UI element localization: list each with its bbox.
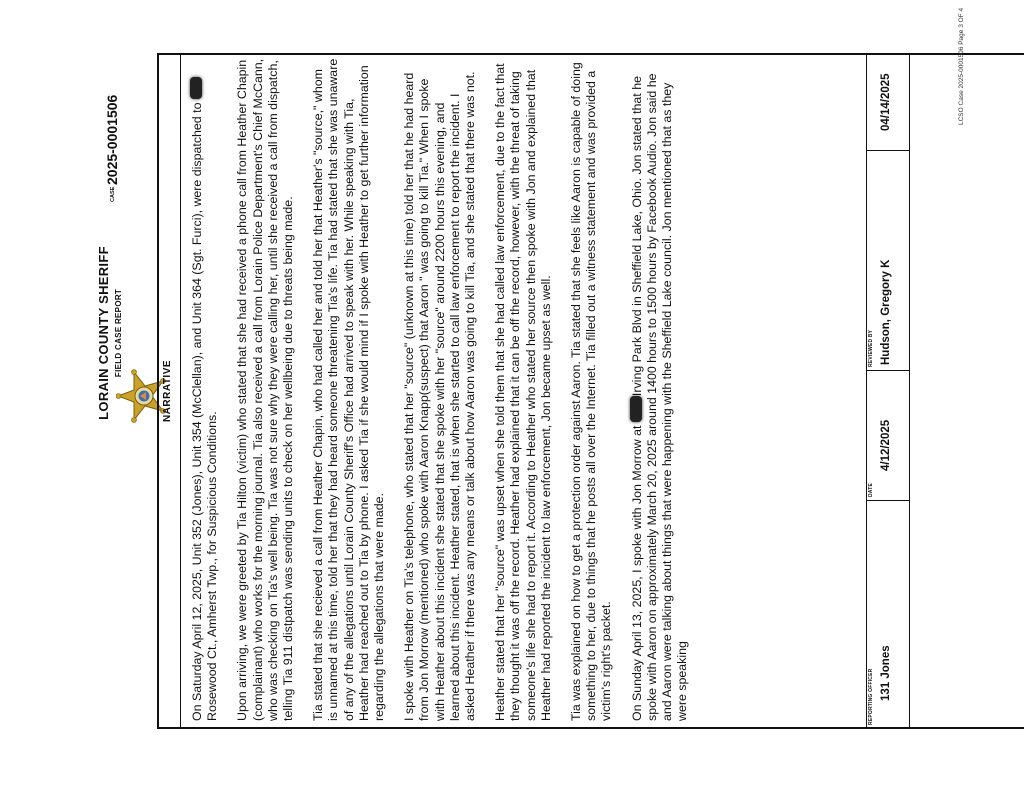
footer-separator [866,370,909,371]
narrative-body [190,58,690,721]
narrative-paragraph: Tia was explained on how to get a protection order against Aaron. Tia stated that she feels like Aaron is capable of doing something to her, due to things that he posts all over the Internet. Tia filled out a witness statement and was provided a victim's right's packet. [569,62,614,721]
date-label: DATE [868,482,874,497]
footer-separator [866,150,909,151]
narrative-paragraph: Tia stated that she recieved a call from Heather Chapin, who had called her and told her that Heather's "source," whom is unnamed at this time, told her that they had heard someone threatening Tia's life. Tia had stated that she was unaware of any of the allegations until Lorain County Sheriff's Office had arrived to speak with her. While speaking with Tia, Heather had reached out to Tia by phone. I asked Tia if she would mind if I spoke with Heather to get further information regarding the allegations that were made. [311,58,387,721]
narrative-paragraph: Upon arriving, we were greeted by Tia Hilton (victim) who stated that she had received a phone call from Heather Chapin (complainant) who works for the morning journal. Tia also received a call from Lorain Police Department's Chief McCann, who was checking on Tia's well being. Tia was not sure why they were calling her, until she received a call from dispatch, telling Tia 911 distpatch was sending units to check on her wellbeing due to threats being made. [235,58,296,721]
review-date: 04/14/2025 [880,73,892,131]
paragraph-text: Rosewood Ct., Amherst Twp., for Suspicious Conditions. [205,411,220,721]
redaction-block [190,77,202,99]
narrative-paragraph: I spoke with Heather on Tia's telephone, who stated that her "source" (unknown at this time) told her that he had heard from Jon Morrow (mentioned) who spoke with Aaron Knapp(suspect) that Aaron " was going to kill Tia." When I spoke with Heather about this incident she stated that she spoke with her "source" around 2200 hours this evening, and learned about this incident. Heather stated, that is when she started to call law enforcement to report the incident. I asked Heather if there was any means or talk about how Aaron was going to kill Tia, and she stated that there was not. [402,71,478,721]
reporting-officer-label: REPORTING OFFICER [868,668,874,725]
case-label: CASE [110,186,116,202]
paragraph-text: Irving Park Blvd in Sheffield Lake, Ohio. Jon stated that he spoke with Aaron on approximately March 20, 2025 around 1400 hours to 1500 hours by Facebook Audio. Jon said he and Aaron were talking about things that were happening with the Sheffield Lake council. Jon mentioned that as they were speaking [629,73,690,721]
case-number: 2025-0001506 [104,94,120,185]
narrative-paragraph [630,58,691,721]
narrative-title: NARRATIVE [162,359,173,423]
form-title: FIELD CASE REPORT [114,288,123,378]
page-footnote: LCSO Case 2025-0001506 Page 3 OF 4 [958,7,965,125]
agency-name: LORAIN COUNTY SHERIFF [96,246,111,420]
narrative-paragraph: Heather stated that her "source" was upset when she told them that she had called law enforcement, due to the fact that they thought it was off the record. Heather had explained that it can be off the record, however, with the threat of taking someone's life she had to report it. According to Heather who stated her source then spoke with Jon and explained that Heather had reported the incident to law enforcement, Jon became upset as well. [493,63,553,721]
footer-divider [866,53,867,729]
reviewed-by-value: Hudson, Gregory K [880,259,892,365]
footer-bottom-line [909,53,910,729]
reporting-officer-value: 131 Jones [880,645,892,701]
paragraph-text: On Sunday April 13, 2025, I spoke with Jon Morrow at [629,422,644,721]
redaction-block [630,396,642,422]
paragraph-text: On Saturday April 12, 2025, Unit 352 (Jones), Unit 354 (McClellan), and Unit 364 (Sgt. Furci), were dispatched to [190,99,204,721]
footer-separator [866,500,909,501]
report-date: 4/12/2025 [880,419,892,471]
reviewed-by-label: REVIEWED BY [868,329,874,367]
narrative-paragraph [190,58,220,721]
